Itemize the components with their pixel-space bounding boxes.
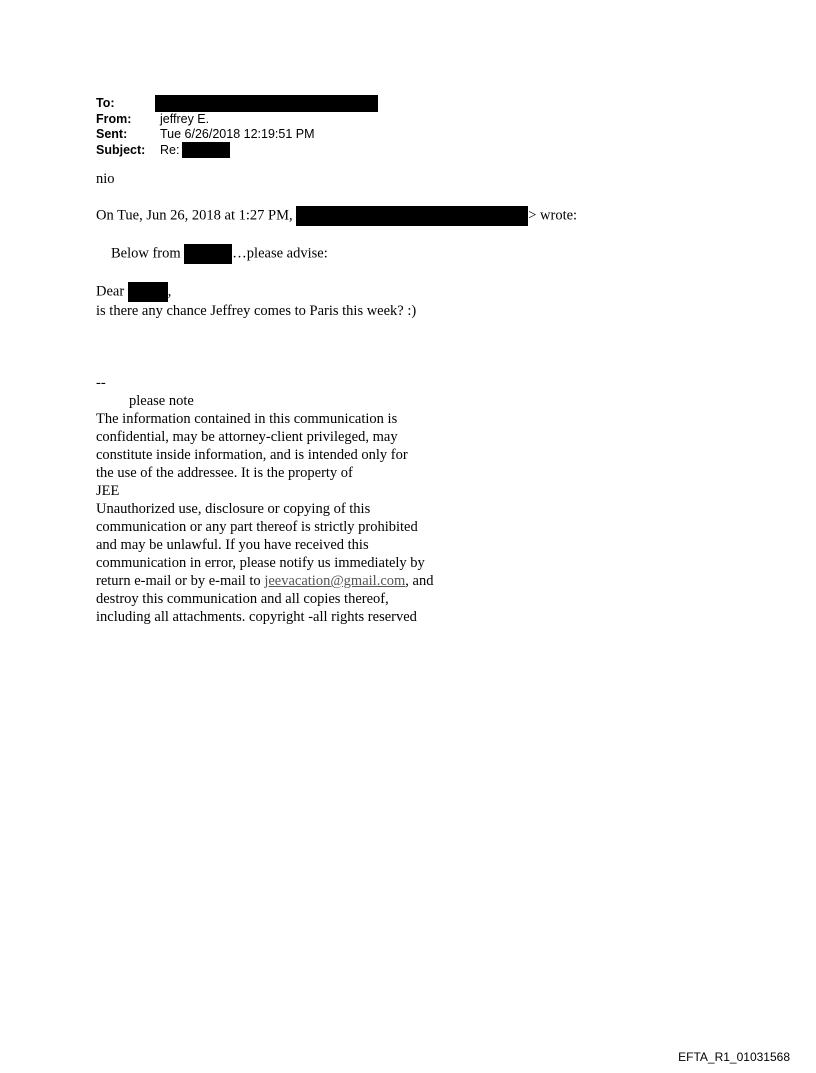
- please-note: please note: [129, 393, 194, 409]
- subject-row: [96, 143, 378, 159]
- redacted-recipient: [155, 95, 378, 112]
- disclaimer-line: The information contained in this communication is: [96, 411, 398, 427]
- quote-intro-start: On Tue, Jun 26, 2018 at 1:27 PM,: [96, 207, 293, 224]
- quote-intro: [96, 206, 696, 226]
- disclaimer-line: communication in error, please notify us immediately by: [96, 555, 425, 571]
- email-link[interactable]: jeevacation@gmail.com: [264, 573, 406, 589]
- from-value: jeffrey E.: [160, 111, 210, 126]
- redacted-name: [184, 244, 232, 264]
- to-label: To:: [96, 96, 115, 110]
- disclaimer-line: the use of the addressee. It is the property of: [96, 465, 353, 481]
- below-from-line: [96, 244, 696, 264]
- return-line-end: , and: [405, 573, 434, 589]
- below-from-end: …please advise:: [232, 245, 328, 262]
- sent-label: Sent:: [96, 127, 128, 141]
- return-email-line: [96, 572, 696, 590]
- signature-dashes: --: [96, 375, 106, 391]
- email-header: [96, 96, 378, 158]
- disclaimer-line: JEE: [96, 483, 120, 499]
- greeting-comma: ,: [167, 283, 172, 300]
- disclaimer-line: confidential, may be attorney-client privileged, may: [96, 429, 398, 445]
- question-text: is there any chance Jeffrey comes to Paris this week? :): [96, 303, 417, 319]
- disclaimer-line: constitute inside information, and is intended only for: [96, 447, 408, 463]
- from-row: [96, 112, 378, 128]
- sent-value: Tue 6/26/2018 12:19:51 PM: [160, 127, 315, 141]
- sent-row: [96, 127, 378, 143]
- subject-label: Subject:: [96, 142, 146, 157]
- disclaimer-line: Unauthorized use, disclosure or copying of this: [96, 501, 371, 517]
- email-body: [96, 170, 696, 626]
- closing-line: destroy this communication and all copies thereof,: [96, 591, 389, 607]
- quote-intro-end: > wrote:: [528, 207, 578, 224]
- reply-text: nio: [96, 171, 115, 187]
- redacted-sender: [296, 206, 528, 226]
- from-label: From:: [96, 111, 132, 126]
- redacted-subject: [182, 142, 230, 158]
- closing-line: including all attachments. copyright -all rights reserved: [96, 609, 417, 625]
- disclaimer-line: and may be unlawful. If you have received this: [96, 537, 369, 553]
- document-id: EFTA_R1_01031568: [678, 1050, 790, 1064]
- below-from-start: Below from: [111, 245, 181, 262]
- return-line-start: return e-mail or by e-mail to: [96, 573, 261, 589]
- disclaimer-line: communication or any part thereof is strictly prohibited: [96, 519, 418, 535]
- to-row: [96, 96, 378, 112]
- redacted-greeting-name: [128, 282, 168, 302]
- greeting: [96, 282, 696, 302]
- subject-value: Re:: [160, 142, 180, 157]
- dear-word: Dear: [96, 283, 125, 300]
